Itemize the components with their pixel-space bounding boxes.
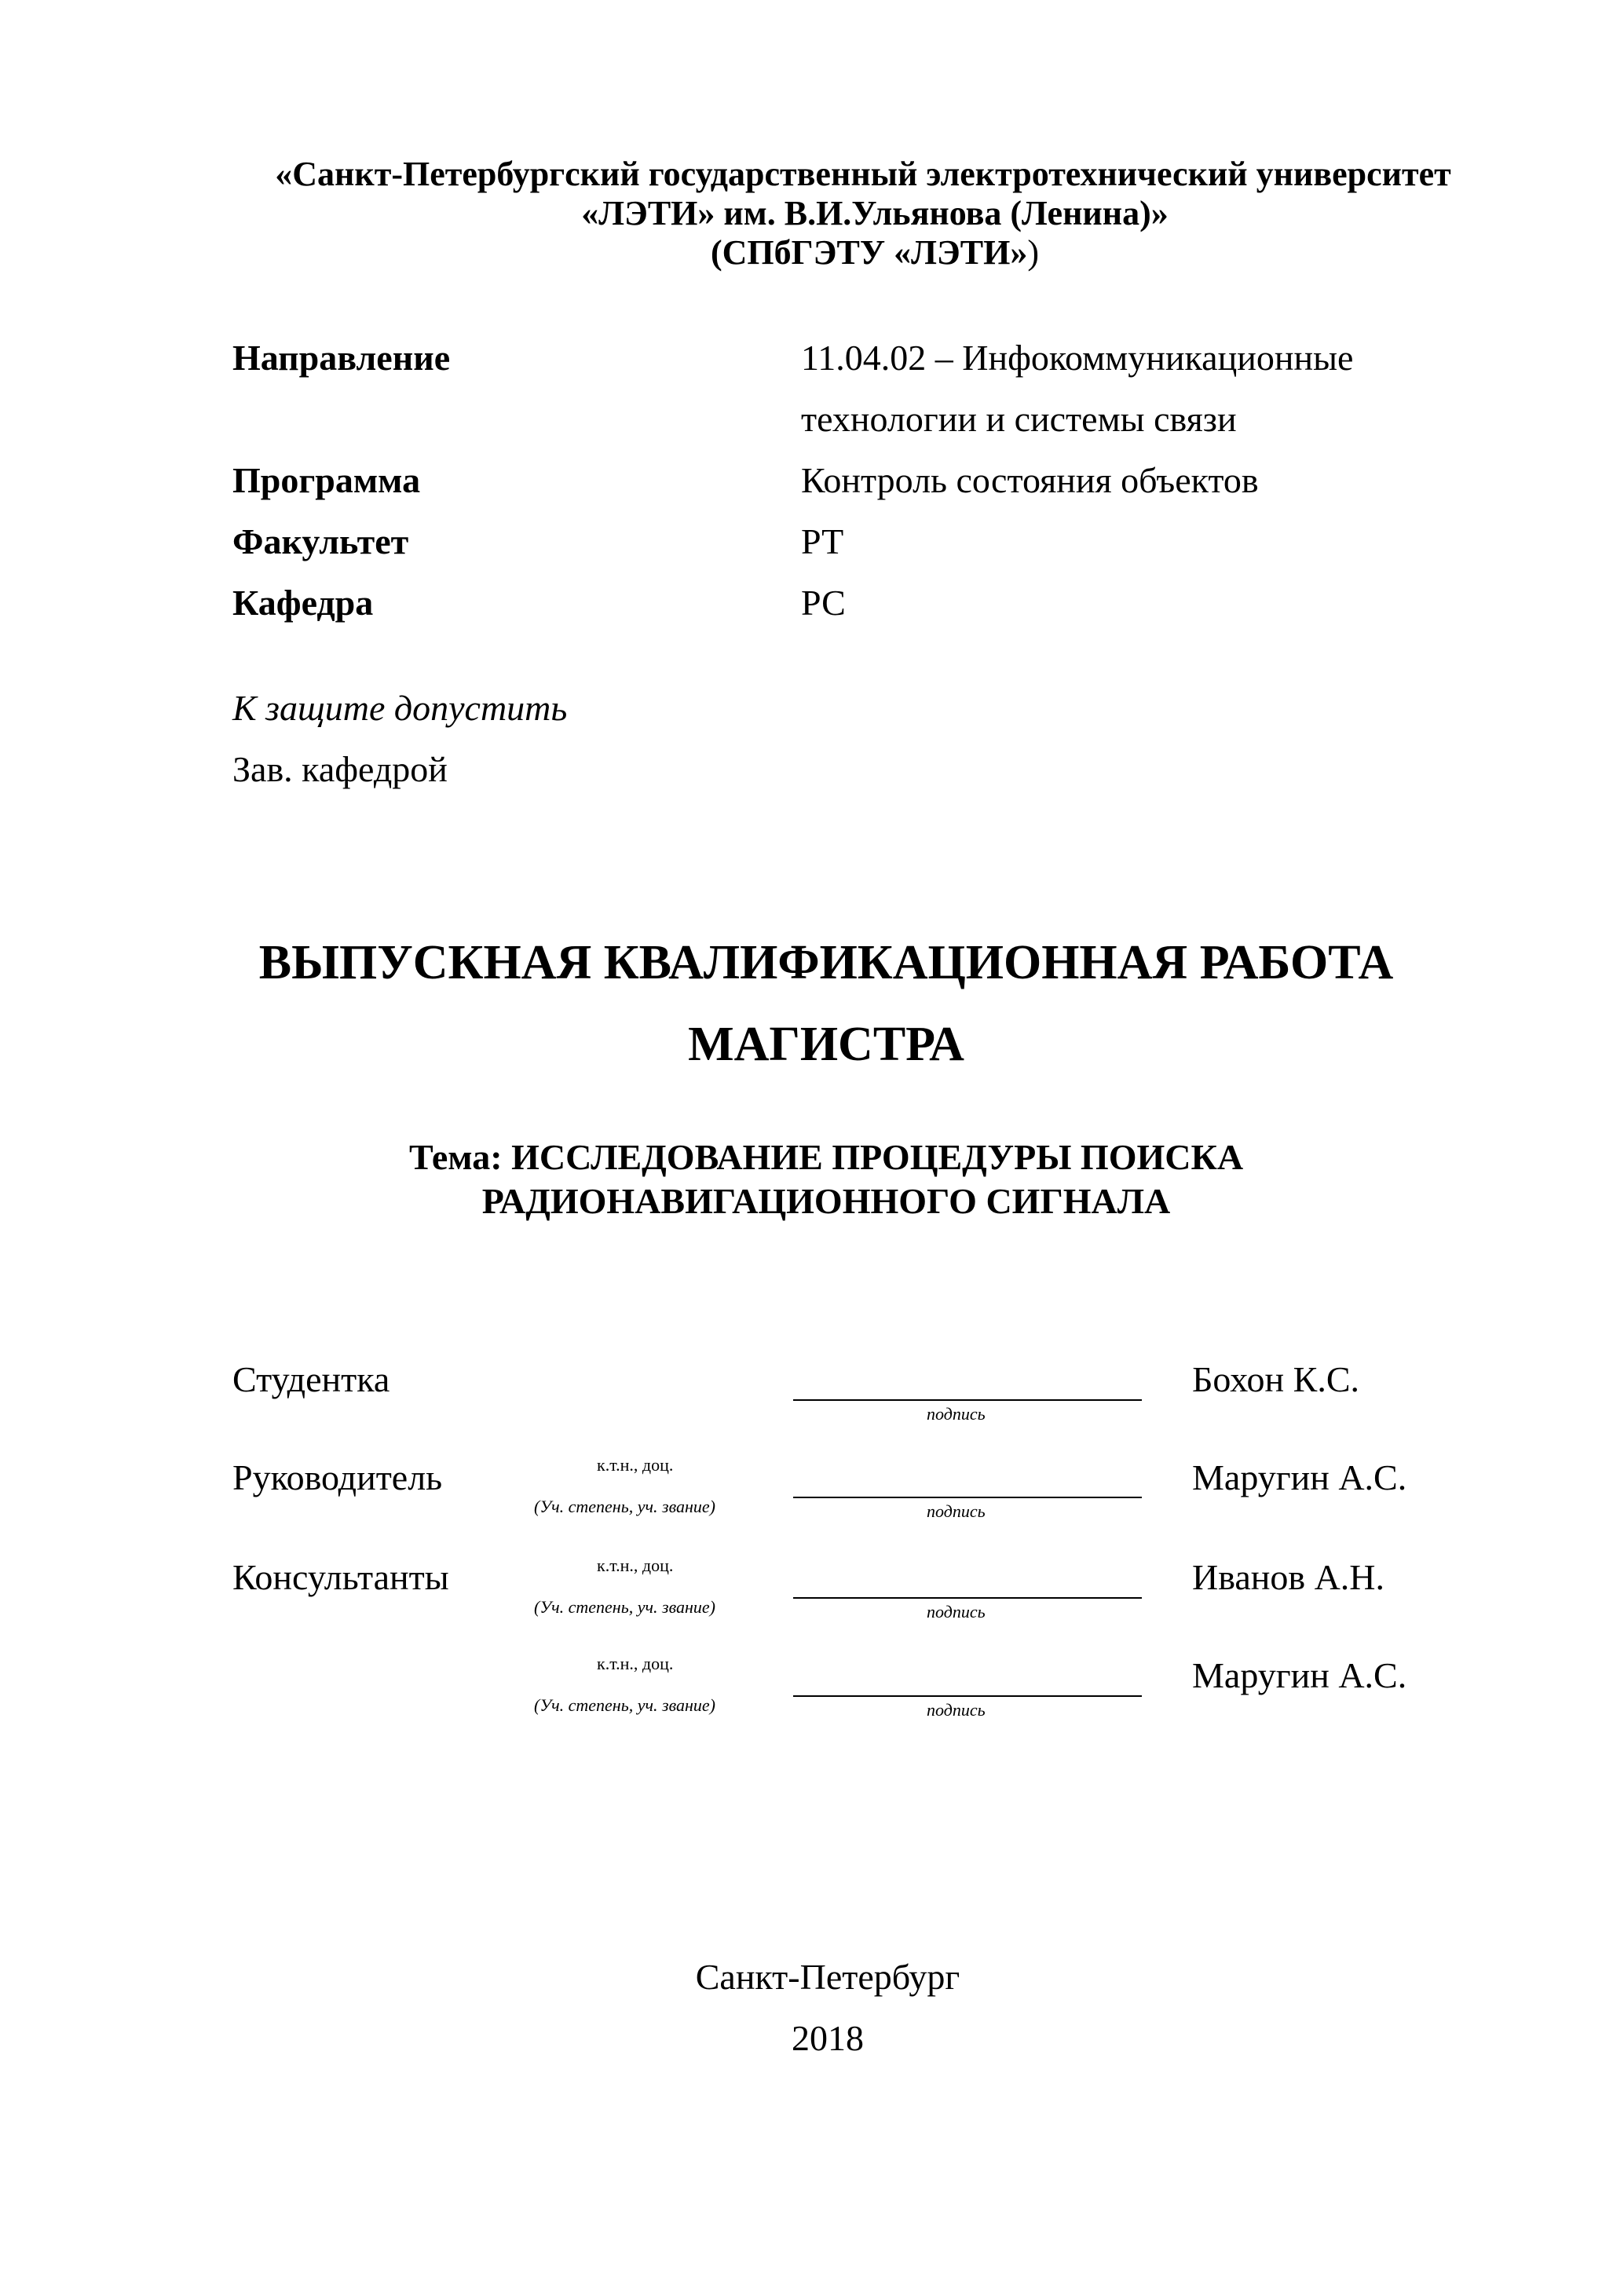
document-title-line1: ВЫПУСКНАЯ КВАЛИФИКАЦИОННАЯ РАБОТА — [258, 936, 1394, 989]
info-row-department — [0, 579, 1624, 627]
university-name-line2: «ЛЭТИ» им. В.И.Ульянова (Ленина)» — [581, 194, 1169, 232]
info-label: Программа — [232, 460, 421, 500]
degree-caption: (Уч. степень, уч. звание) — [534, 1497, 715, 1516]
university-abbreviation — [63, 234, 1624, 272]
info-row-direction — [0, 335, 1624, 382]
info-label: Кафедра — [232, 583, 374, 623]
info-value: РТ — [801, 521, 844, 561]
info-row-direction-cont — [0, 396, 1624, 443]
info-row-program — [0, 457, 1624, 504]
academic-degree: к.т.н., доц. — [597, 1455, 674, 1475]
academic-degree: к.т.н., доц. — [597, 1556, 674, 1575]
admission-line: К защите допустить — [232, 688, 568, 728]
signature-line — [793, 1695, 1142, 1697]
city: Санкт-Петербург — [695, 1957, 960, 1997]
signature-role-label: Студентка — [232, 1359, 390, 1399]
signature-role-label: Консультанты — [232, 1557, 449, 1597]
signature-line — [793, 1597, 1142, 1599]
signature-line — [793, 1399, 1142, 1401]
info-row-faculty — [0, 518, 1624, 565]
university-abbreviation-text: (СПбГЭТУ «ЛЭТИ» — [711, 233, 1028, 272]
theme-line1: Тема: ИССЛЕДОВАНИЕ ПРОЦЕДУРЫ ПОИСКА — [408, 1137, 1244, 1177]
signatory-name: Маругин А.С. — [1192, 1457, 1407, 1497]
signature-caption: подпись — [927, 1700, 986, 1720]
signatory-name: Бохон К.С. — [1192, 1359, 1359, 1399]
signature-caption: подпись — [927, 1602, 986, 1621]
degree-caption: (Уч. степень, уч. звание) — [534, 1695, 715, 1715]
degree-caption: (Уч. степень, уч. звание) — [534, 1597, 715, 1617]
signatory-name: Иванов А.Н. — [1192, 1557, 1385, 1597]
info-label: Факультет — [232, 521, 409, 561]
info-value: РС — [801, 583, 846, 623]
theme-line2: РАДИОНАВИГАЦИОННОГО СИГНАЛА — [481, 1181, 1171, 1221]
academic-degree: к.т.н., доц. — [597, 1654, 674, 1673]
info-value: 11.04.02 – Инфокоммуникационные — [801, 338, 1354, 378]
signature-caption: подпись — [927, 1501, 986, 1521]
signature-role-label: Руководитель — [232, 1457, 443, 1497]
head-of-department-line: Зав. кафедрой — [232, 749, 448, 789]
signatory-name: Маругин А.С. — [1192, 1655, 1407, 1695]
signature-line — [793, 1497, 1142, 1498]
info-label: Направление — [232, 338, 451, 378]
year: 2018 — [792, 2018, 864, 2058]
university-name-line1: «Санкт-Петербургский государственный электротехнический университет — [275, 155, 1451, 193]
university-abbreviation-tail: ) — [1027, 233, 1039, 272]
document-title-line2: МАГИСТРА — [688, 1018, 964, 1071]
signature-caption: подпись — [927, 1404, 986, 1424]
info-value: Контроль состояния объектов — [801, 460, 1259, 500]
info-value: технологии и системы связи — [801, 399, 1237, 439]
